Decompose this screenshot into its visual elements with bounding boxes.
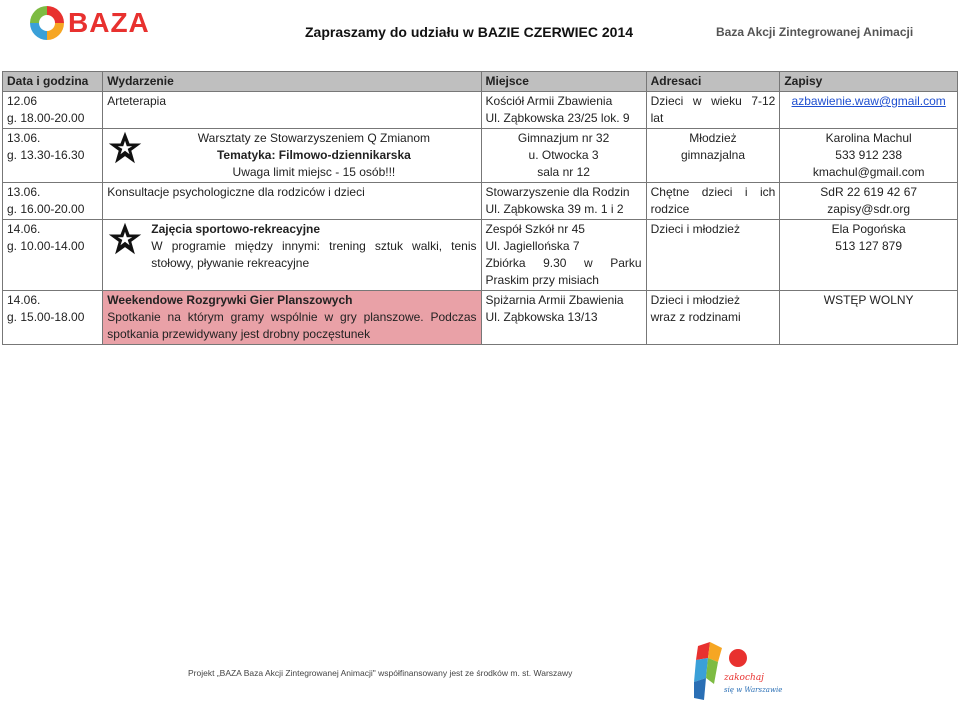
- page-title: Zapraszamy do udziału w BAZIE CZERWIEC 2014: [305, 24, 634, 40]
- footer-funding-note: Projekt „BAZA Baza Akcji Zintegrowanej Animacji" współfinansowany jest ze środków m. st. Warszawy: [188, 668, 573, 678]
- place-name: Stowarzyszenie dla Rodzin: [485, 185, 630, 199]
- event-cell: [103, 92, 481, 129]
- star-badge-icon: [107, 221, 143, 257]
- event-date: 14.06.: [7, 222, 41, 236]
- contact-name: Karolina Machul: [825, 131, 912, 145]
- event-topic: Tematyka: Filmowo-dziennikarska: [216, 148, 411, 162]
- event-time: g. 18.00-20.00: [7, 111, 85, 125]
- target-cell: [646, 291, 780, 345]
- date-cell: [3, 291, 103, 345]
- place-name: Kościół Armii Zbawienia: [485, 94, 613, 108]
- place-address: Ul. Ząbkowska 39 m. 1 i 2: [485, 202, 624, 216]
- warsaw-logo-icon: [688, 638, 783, 708]
- event-cell: [103, 129, 481, 183]
- place-name: Gimnazjum nr 32: [517, 131, 610, 145]
- warsaw-logo-line1: zakochaj: [724, 673, 764, 683]
- target-line: wraz z rodzinami: [650, 310, 741, 324]
- date-cell: [3, 183, 103, 220]
- contact-name: Ela Pogońska: [831, 222, 906, 236]
- event-title: Konsultacje psychologiczne dla rodziców i dzieci: [107, 185, 365, 199]
- baza-logo-text: BAZA: [68, 7, 150, 38]
- page-header: [0, 0, 960, 60]
- table-row: [3, 220, 958, 291]
- table-row: [3, 129, 958, 183]
- event-description: W programie między innymi: trening sztuk walki, tenis stołowy, pływanie rekreacyjne: [151, 239, 477, 270]
- star-badge-icon: [107, 130, 143, 166]
- signup-email-link[interactable]: azbawienie.waw@gmail.com: [791, 94, 946, 108]
- place-cell: [481, 183, 646, 220]
- baza-logo: [30, 6, 150, 40]
- header-date: Data i godzina: [3, 72, 103, 92]
- signup-cell: [780, 129, 958, 183]
- event-date: 13.06.: [7, 131, 41, 145]
- target-cell: [646, 92, 780, 129]
- contact-phone: SdR 22 619 42 67: [820, 185, 918, 199]
- place-meeting-point: Zbiórka 9.30 w Parku Praskim przy misiach: [485, 256, 642, 287]
- event-date: 13.06.: [7, 185, 41, 199]
- event-time: g. 16.00-20.00: [7, 202, 85, 216]
- target-line: Dzieci i młodzież: [650, 222, 740, 236]
- target-line: gimnazjalna: [680, 148, 745, 162]
- event-date: 14.06.: [7, 293, 41, 307]
- event-date: 12.06: [7, 94, 38, 108]
- target-cell: [646, 220, 780, 291]
- place-cell: [481, 92, 646, 129]
- event-time: g. 13.30-16.30: [7, 148, 85, 162]
- target-line: Młodzież: [689, 131, 737, 145]
- event-time: g. 15.00-18.00: [7, 310, 85, 324]
- contact-phone: 533 912 238: [835, 148, 903, 162]
- date-cell: [3, 129, 103, 183]
- baza-logo-mark-icon: [30, 6, 64, 40]
- place-room: sala nr 12: [537, 165, 590, 179]
- contact-email: kmachul@gmail.com: [812, 165, 925, 179]
- place-address: Ul. Ząbkowska 23/25 lok. 9: [485, 111, 630, 125]
- event-cell: [103, 220, 481, 291]
- table-row: [3, 291, 958, 345]
- organization-name: Baza Akcji Zintegrowanej Animacji: [716, 25, 914, 39]
- table-row: [3, 92, 958, 129]
- signup-cell: [780, 92, 958, 129]
- entry-note: WSTĘP WOLNY: [823, 293, 914, 307]
- target-cell: [646, 183, 780, 220]
- date-cell: [3, 220, 103, 291]
- header-signup: Zapisy: [780, 72, 958, 92]
- contact-phone: 513 127 879: [835, 239, 903, 253]
- schedule-table: [2, 71, 958, 345]
- place-address: u. Otwocka 3: [528, 148, 599, 162]
- place-cell: [481, 129, 646, 183]
- place-address: Ul. Jagiellońska 7: [485, 239, 580, 253]
- event-title: Warsztaty ze Stowarzyszeniem Q Zmianom: [197, 131, 431, 145]
- target-line: Dzieci w wieku 7-12: [650, 94, 776, 108]
- place-cell: [481, 291, 646, 345]
- date-cell: [3, 92, 103, 129]
- contact-email: zapisy@sdr.org: [827, 202, 911, 216]
- warsaw-logo-line2: się w Warszawie: [724, 686, 783, 694]
- signup-cell: [780, 220, 958, 291]
- header-event: Wydarzenie: [103, 72, 481, 92]
- signup-cell: [780, 183, 958, 220]
- table-header-row: [3, 72, 958, 92]
- target-line: Chętne dzieci i ich: [650, 185, 776, 199]
- place-cell: [481, 220, 646, 291]
- event-title: Weekendowe Rozgrywki Gier Planszowych: [107, 293, 353, 307]
- event-cell: [103, 183, 481, 220]
- event-description: Spotkanie na którym gramy wspólnie w gry planszowe. Podczas spotkania przewidywany jest drobny poczęstunek: [107, 310, 477, 341]
- place-name: Spiżarnia Armii Zbawienia: [485, 293, 624, 307]
- event-title: Arteterapia: [107, 94, 166, 108]
- target-line: Dzieci i młodzież: [650, 293, 740, 307]
- place-name: Zespół Szkół nr 45: [485, 222, 585, 236]
- signup-cell: [780, 291, 958, 345]
- target-cell: [646, 129, 780, 183]
- target-line: lat: [650, 111, 664, 125]
- target-line: rodzice: [650, 202, 690, 216]
- header-target: Adresaci: [646, 72, 780, 92]
- event-title: Zajęcia sportowo-rekreacyjne: [151, 222, 321, 236]
- table-row: [3, 183, 958, 220]
- place-address: Ul. Ząbkowska 13/13: [485, 310, 598, 324]
- event-time: g. 10.00-14.00: [7, 239, 85, 253]
- event-note: Uwaga limit miejsc - 15 osób!!!: [232, 165, 396, 179]
- event-cell: [103, 291, 481, 345]
- header-place: Miejsce: [481, 72, 646, 92]
